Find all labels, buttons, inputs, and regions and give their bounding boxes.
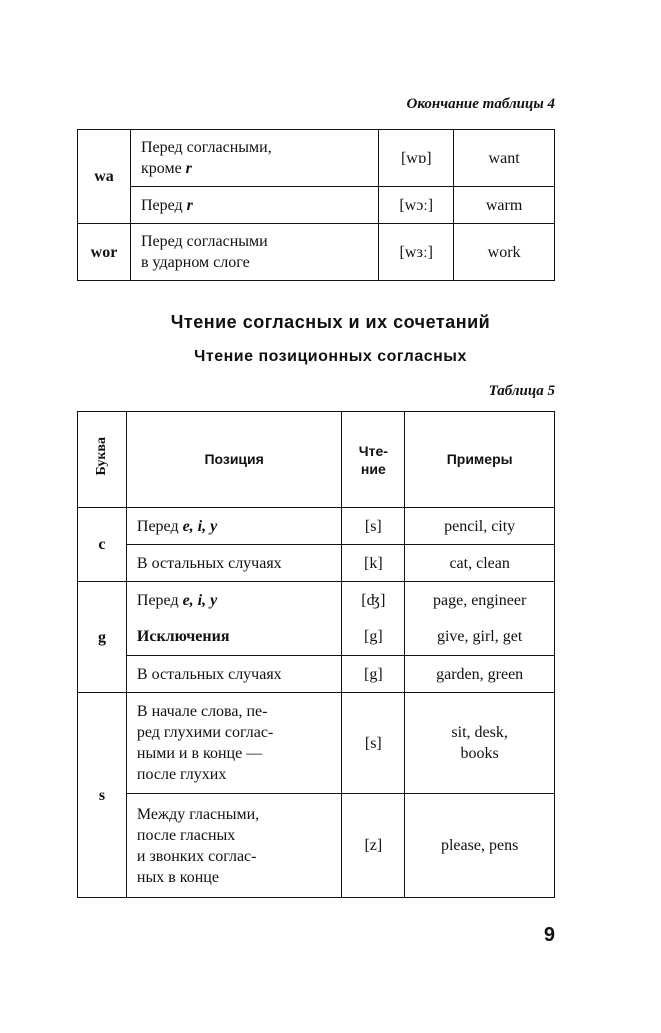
position-text: Перед e, i, y bbox=[136, 517, 218, 535]
subsection-title: Чтение позиционных согласных bbox=[194, 348, 467, 365]
position-text: Перед r bbox=[140, 196, 193, 214]
example-cell: work bbox=[454, 224, 555, 281]
examples-cell: pencil, city bbox=[405, 508, 555, 545]
letter-cell: c bbox=[78, 508, 127, 582]
position-text: Между гласными, после гласных и звонких соглас- ных в конце bbox=[136, 805, 260, 886]
reading-cell: [s] bbox=[342, 508, 405, 545]
reading-cell: [z] bbox=[342, 794, 405, 898]
letter-cell: wa bbox=[78, 130, 131, 224]
table-5 bbox=[77, 411, 555, 898]
position-cell: В остальных случаях bbox=[126, 545, 341, 582]
header-examples: Примеры bbox=[405, 412, 555, 508]
section-title: Чтение согласных и их сочетаний bbox=[170, 312, 491, 332]
reading-cell: [wɒ] bbox=[379, 130, 454, 187]
page-number: 9 bbox=[543, 924, 555, 946]
table-row bbox=[78, 508, 555, 545]
header-position: Позиция bbox=[126, 412, 341, 508]
examples-cell: page, engineer bbox=[405, 582, 555, 619]
position-text: Перед e, i, y bbox=[136, 591, 218, 609]
position-cell bbox=[126, 693, 341, 794]
reading-cell: [wɜː] bbox=[379, 224, 454, 281]
position-cell bbox=[130, 187, 378, 224]
header-reading-text: Чте- ние bbox=[358, 442, 388, 477]
position-cell bbox=[126, 794, 341, 898]
header-letter-text: Буква bbox=[94, 437, 110, 476]
continuation-caption: Окончание таблицы 4 bbox=[406, 96, 555, 112]
reading-cell: [s] bbox=[342, 693, 405, 794]
position-cell bbox=[130, 224, 378, 281]
table-row bbox=[78, 545, 555, 582]
reading-cell: [k] bbox=[342, 545, 405, 582]
table-row bbox=[78, 130, 555, 187]
reading-cell: [g] bbox=[342, 619, 405, 656]
examples-cell: garden, green bbox=[405, 656, 555, 693]
table-header-row bbox=[78, 412, 555, 508]
position-cell bbox=[126, 582, 341, 619]
position-text: В начале слова, пе- ред глухими соглас- ными и в конце — после глухих bbox=[136, 703, 274, 783]
example-cell: warm bbox=[454, 187, 555, 224]
position-text: Перед согласными в ударном слоге bbox=[140, 233, 268, 271]
table-row bbox=[78, 794, 555, 898]
position-cell: В остальных случаях bbox=[126, 656, 341, 693]
examples-cell: give, girl, get bbox=[405, 619, 555, 656]
table-row bbox=[78, 224, 555, 281]
examples-text: sit, desk, books bbox=[451, 724, 508, 762]
letter-cell: g bbox=[78, 582, 127, 693]
reading-cell: [g] bbox=[342, 656, 405, 693]
table-row bbox=[78, 187, 555, 224]
examples-cell: please, pens bbox=[405, 794, 555, 898]
table-row bbox=[78, 582, 555, 619]
table-4-continuation bbox=[77, 129, 555, 281]
table-row bbox=[78, 693, 555, 794]
position-cell bbox=[126, 508, 341, 545]
letter-cell: wor bbox=[78, 224, 131, 281]
table-row bbox=[78, 656, 555, 693]
examples-cell: cat, clean bbox=[405, 545, 555, 582]
header-reading bbox=[342, 412, 405, 508]
reading-cell: [ʤ] bbox=[342, 582, 405, 619]
header-letter bbox=[78, 412, 127, 508]
position-text: Перед согласными, кроме r bbox=[140, 139, 272, 177]
position-cell bbox=[130, 130, 378, 187]
table-caption: Таблица 5 bbox=[488, 383, 555, 399]
reading-cell: [wɔː] bbox=[379, 187, 454, 224]
table-row bbox=[78, 619, 555, 656]
letter-cell: s bbox=[78, 693, 127, 898]
example-cell: want bbox=[454, 130, 555, 187]
position-cell: Исключения bbox=[126, 619, 341, 656]
examples-cell bbox=[405, 693, 555, 794]
